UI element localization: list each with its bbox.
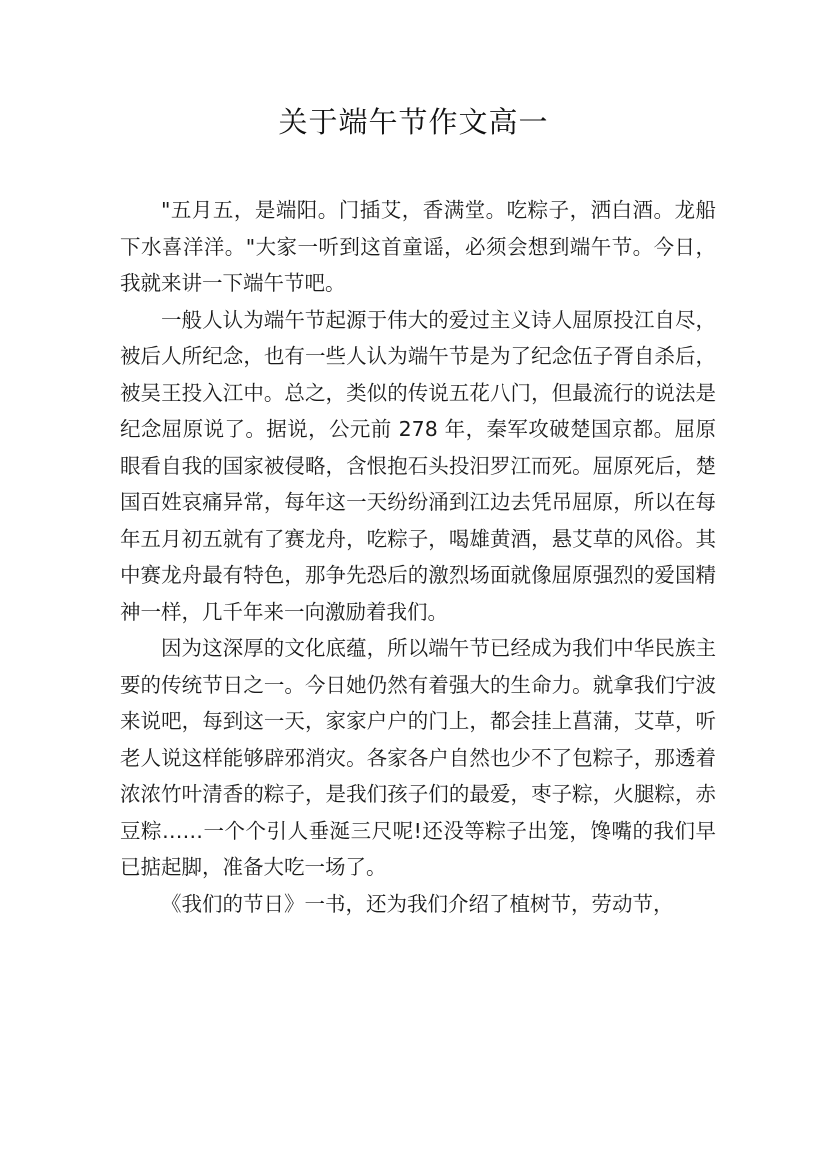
- document-title: 关于端午节作文高一: [278, 105, 549, 139]
- document-body: [120, 192, 716, 922]
- paragraph-3: 因为这深厚的文化底蕴，所以端午节已经成为我们中华民族主要的传统节日之一。今日她仍然有着强大的生命力。就拿我们宁波来说吧，每到这一天，家家户户的门上，都会挂上菖蒲，艾草，听老人说这样能够辟邪消灾。各家各户自然也少不了包粽子，那透着浓浓竹叶清香的粽子，是我们孩子们的最爱，枣子粽，火腿粽，赤豆粽……一个个引人垂涎三尺呢!还没等粽子出笼，馋嘴的我们早已掂起脚，准备大吃一场了。: [120, 636, 716, 879]
- paragraph-4: 《我们的节日》一书，还为我们介绍了植树节，劳动节，: [161, 891, 674, 916]
- paragraph-2: 一般人认为端午节起源于伟大的爱过主义诗人屈原投江自尽，被后人所纪念，也有一些人认为端午节是为了纪念伍子胥自杀后，被吴王投入江中。总之，类似的传说五花八门，但最流行的说法是纪念屈原说了。据说，公元前 278 年，秦军攻破楚国京都。屈原眼看自我的国家被侵略，含恨抱石头投汨罗江而死。屈原死后，楚国百姓哀痛异常，每年这一天纷纷涌到江边去凭吊屈原，所以在每年五月初五就有了赛龙舟，吃粽子，喝雄黄酒，悬艾草的风俗。其中赛龙舟最有特色，那争先恐后的激烈场面就像屈原强烈的爱国精神一样，几千年来一向激励着我们。: [120, 307, 716, 624]
- paragraph-1: "五月五，是端阳。门插艾，香满堂。吃粽子，洒白酒。龙船下水喜洋洋。"大家一听到这首童谣，必须会想到端午节。今日，我就来讲一下端午节吧。: [120, 198, 716, 295]
